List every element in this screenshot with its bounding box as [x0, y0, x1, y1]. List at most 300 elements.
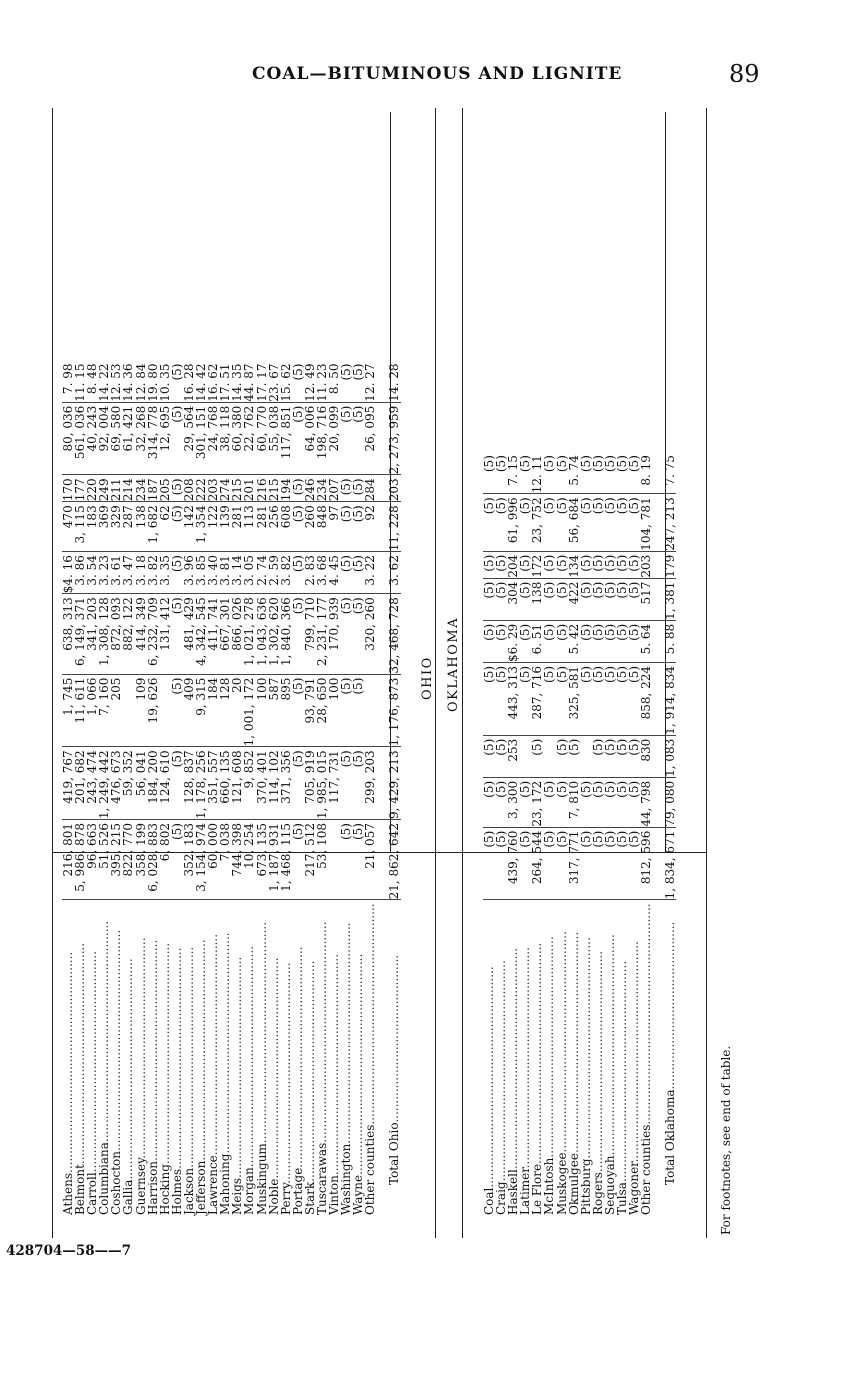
- table-cell: 6, 232, 709: [147, 594, 159, 674]
- table-cell: (5): [352, 475, 364, 502]
- table-cell: 23. 67: [268, 361, 280, 403]
- rule-left: [52, 108, 53, 1238]
- table-cell: 201: [243, 475, 255, 502]
- table-cell: (5): [592, 578, 604, 620]
- table-cell: 205: [110, 674, 122, 747]
- total-cell: 11, 228: [376, 502, 400, 552]
- table-cell: 5, 986, 878: [74, 820, 86, 900]
- table-cell: 3. 96: [183, 552, 195, 594]
- table-cell: 281: [256, 502, 268, 552]
- table-cell: 15. 62: [280, 361, 292, 403]
- table-cell: (5): [519, 662, 531, 735]
- table-cell: 9, 852: [243, 747, 255, 820]
- total-cell: 9, 429, 213: [376, 747, 400, 820]
- table-cell: 369: [98, 502, 110, 552]
- county-name: Other counties..........................................................: [639, 903, 654, 1215]
- running-header-title: COAL—BITUMINOUS AND LIGNITE: [252, 64, 623, 84]
- table-cell: 117, 851: [280, 402, 292, 475]
- table-cell: (5): [171, 594, 183, 674]
- county-name: Mahoning..........................................................: [218, 932, 233, 1215]
- table-cell: 32, 268: [135, 402, 147, 475]
- table-cell: 234: [316, 475, 328, 502]
- table-cell: (5): [519, 452, 531, 494]
- table-cell: 16. 62: [207, 361, 219, 403]
- table-cell: 1, 302, 620: [268, 594, 280, 674]
- table-cell: (5): [628, 777, 640, 827]
- table-cell: 370, 401: [256, 747, 268, 820]
- table-cell: 3. 82: [280, 552, 292, 594]
- table-cell: 19. 80: [147, 361, 159, 403]
- table-cell: (5): [628, 452, 640, 494]
- table-cell: 4, 342, 545: [195, 594, 207, 674]
- table-cell: 6, 802: [159, 820, 171, 900]
- table-cell: (5): [592, 452, 604, 494]
- table-cell: 11. 15: [74, 361, 86, 403]
- footnote-reference: For footnotes, see end of table.: [719, 1045, 733, 1235]
- table-cell: 866, 026: [231, 594, 243, 674]
- table-cell: 830: [640, 735, 652, 777]
- table-cell: (5): [543, 662, 555, 735]
- table-cell: (5): [628, 494, 640, 551]
- table-cell: 14. 42: [195, 361, 207, 403]
- rule-ohio-end: [435, 108, 436, 1238]
- table-cell: $4. 16: [62, 552, 74, 594]
- total-cell: 1, 834, 671: [652, 827, 676, 900]
- table-cell: 8. 50: [328, 361, 340, 403]
- table-cell: 172: [531, 551, 543, 578]
- table-cell: 660, 135: [219, 747, 231, 820]
- table-cell: (5): [556, 662, 568, 735]
- table-cell: 29, 564: [183, 402, 195, 475]
- ohio-table-block: [62, 361, 401, 1215]
- table-cell: (5): [483, 662, 495, 735]
- table-cell: 17. 17: [256, 361, 268, 403]
- table-cell: 109: [135, 674, 147, 747]
- table-cell: 3. 85: [195, 552, 207, 594]
- table-cell: 12. 84: [135, 361, 147, 403]
- table-cell: 21, 057: [364, 820, 376, 900]
- table-cell: (5): [171, 674, 183, 747]
- table-cell: (5): [340, 502, 352, 552]
- table-cell: 97: [328, 502, 340, 552]
- table-cell: (5): [580, 777, 592, 827]
- table-cell: (5): [592, 494, 604, 551]
- table-cell: (5): [580, 452, 592, 494]
- table-cell: 260: [304, 502, 316, 552]
- table-cell: 2. 74: [256, 552, 268, 594]
- table-cell: 113: [243, 502, 255, 552]
- table-cell: (5): [604, 777, 616, 827]
- table-cell: 16. 28: [183, 361, 195, 403]
- table-cell: 3. 86: [74, 552, 86, 594]
- table-cell: 216, 801: [62, 820, 74, 900]
- table-cell: 131, 412: [159, 594, 171, 674]
- table-cell: (5): [292, 475, 304, 502]
- table-cell: 38, 118: [219, 402, 231, 475]
- table-cell: 64, 006: [304, 402, 316, 475]
- table-cell: 216: [256, 475, 268, 502]
- table-cell: (5): [543, 777, 555, 827]
- total-cell: 179: [652, 551, 676, 578]
- table-cell: 1, 468, 115: [280, 820, 292, 900]
- table-cell: 187: [147, 475, 159, 502]
- table-cell: 222: [195, 475, 207, 502]
- table-cell: (5): [495, 662, 507, 735]
- table-cell: 12. 49: [304, 361, 316, 403]
- table-cell: (5): [495, 620, 507, 662]
- table-cell: 100: [328, 674, 340, 747]
- table-cell: (5): [352, 502, 364, 552]
- table-cell: 561, 036: [74, 402, 86, 475]
- total-cell: 79, 080: [652, 777, 676, 827]
- table-cell: 26, 095: [364, 402, 376, 475]
- table-cell: (5): [340, 402, 352, 475]
- county-name: Haskell..........................................................: [506, 947, 521, 1215]
- table-cell: 5. 64: [640, 620, 652, 662]
- table-cell: 1, 308, 128: [98, 594, 110, 674]
- table-cell: 7. 98: [62, 361, 74, 403]
- table-cell: 211: [110, 475, 122, 502]
- county-name: Muskingum..........................................................: [254, 921, 269, 1215]
- table-cell: (5): [628, 620, 640, 662]
- table-cell: 1, 249, 442: [98, 747, 110, 820]
- table-cell: (5): [543, 827, 555, 900]
- table-cell: 3. 18: [135, 552, 147, 594]
- table-cell: 93, 791: [304, 674, 316, 747]
- table-cell: 204: [507, 551, 519, 578]
- table-cell: 69, 580: [110, 402, 122, 475]
- table-cell: 3. 68: [316, 552, 328, 594]
- ohio-total-row: [376, 361, 400, 1215]
- table-cell: 217, 512: [304, 820, 316, 900]
- table-cell: 23, 752: [531, 494, 543, 551]
- table-cell: 822, 770: [122, 820, 134, 900]
- county-name: Muskogee..........................................................: [554, 931, 569, 1215]
- table-cell: 203: [207, 475, 219, 502]
- table-cell: 409: [183, 674, 195, 747]
- table-cell: 207: [328, 475, 340, 502]
- table-cell: (5): [580, 620, 592, 662]
- oklahoma-table: [483, 452, 676, 1215]
- table-cell: 1, 043, 636: [256, 594, 268, 674]
- table-cell: 2. 59: [268, 552, 280, 594]
- table-cell: 56, 041: [135, 747, 147, 820]
- table-cell: (5): [616, 777, 628, 827]
- table-cell: (5): [483, 827, 495, 900]
- table-cell: 299, 203: [364, 747, 376, 820]
- table-cell: 895: [280, 674, 292, 747]
- table-cell: (5): [519, 827, 531, 900]
- table-cell: 183: [86, 502, 98, 552]
- county-name: Morgan..........................................................: [242, 945, 257, 1215]
- table-cell: (5): [604, 452, 616, 494]
- total-cell: 1, 381: [652, 578, 676, 620]
- table-cell: (5): [495, 735, 507, 777]
- county-name: Craig..........................................................: [494, 960, 509, 1215]
- table-cell: (5): [604, 827, 616, 900]
- county-name: Columbiana..........................................................: [97, 920, 112, 1215]
- table-cell: 2. 83: [304, 552, 316, 594]
- table-cell: (5): [580, 578, 592, 620]
- table-cell: 11. 23: [316, 361, 328, 403]
- table-cell: 3. 40: [207, 552, 219, 594]
- table-cell: (5): [352, 594, 364, 674]
- table-cell: 124, 610: [159, 747, 171, 820]
- table-cell: 1, 682: [147, 502, 159, 552]
- table-cell: 3. 82: [147, 552, 159, 594]
- table-cell: (5): [483, 620, 495, 662]
- table-cell: (5): [171, 402, 183, 475]
- table-cell: 1, 187, 931: [268, 820, 280, 900]
- table-cell: (5): [483, 777, 495, 827]
- table-cell: 1, 840, 366: [280, 594, 292, 674]
- table-cell: (5): [292, 361, 304, 403]
- table-cell: 274: [219, 475, 231, 502]
- table-cell: 122: [207, 502, 219, 552]
- table-cell: (5): [340, 747, 352, 820]
- table-cell: 19, 626: [147, 674, 159, 747]
- rule-oklahoma-start: [462, 108, 463, 1238]
- table-row: [640, 452, 652, 1215]
- table-cell: (5): [292, 820, 304, 900]
- table-cell: 358, 199: [135, 820, 147, 900]
- table-cell: 22, 762: [243, 402, 255, 475]
- table-cell: 208: [183, 475, 195, 502]
- table-cell: 12. 27: [364, 361, 376, 403]
- table-cell: 352, 183: [183, 820, 195, 900]
- table-cell: 3. 14: [231, 552, 243, 594]
- table-cell: 673, 135: [256, 820, 268, 900]
- table-cell: 60, 770: [256, 402, 268, 475]
- table-cell: 80, 036: [62, 402, 74, 475]
- table-cell: (5): [171, 502, 183, 552]
- table-cell: (5): [352, 402, 364, 475]
- table-cell: 3. 81: [219, 552, 231, 594]
- table-cell: 59, 352: [122, 747, 134, 820]
- table-cell: 638, 313: [62, 594, 74, 674]
- county-name: Le Flore..........................................................: [530, 942, 545, 1215]
- table-cell: 12. 53: [110, 361, 122, 403]
- total-cell: 1, 914, 834: [652, 662, 676, 735]
- table-cell: (5): [592, 777, 604, 827]
- table-cell: (5): [495, 827, 507, 900]
- table-cell: 138: [135, 502, 147, 552]
- table-cell: 1, 354: [195, 502, 207, 552]
- county-name: Washington..........................................................: [339, 922, 354, 1215]
- table-cell: 215: [268, 475, 280, 502]
- table-cell: (5): [592, 827, 604, 900]
- table-cell: 470: [62, 502, 74, 552]
- table-cell: 2, 231, 177: [316, 594, 328, 674]
- table-cell: 341, 203: [86, 594, 98, 674]
- table-cell: 264, 544: [531, 827, 543, 900]
- total-cell: 203: [376, 475, 400, 502]
- table-cell: 419, 767: [62, 747, 74, 820]
- county-name: Okmulgee..........................................................: [566, 931, 581, 1215]
- table-cell: (5): [352, 361, 364, 403]
- table-cell: 20: [231, 674, 243, 747]
- table-cell: 44, 798: [640, 777, 652, 827]
- table-cell: 17. 51: [219, 361, 231, 403]
- total-cell: 5. 88: [652, 620, 676, 662]
- county-name: Lawrence..........................................................: [206, 933, 221, 1215]
- table-cell: (5): [495, 777, 507, 827]
- table-cell: 14. 36: [122, 361, 134, 403]
- table-cell: (5): [604, 494, 616, 551]
- table-cell: (5): [292, 747, 304, 820]
- table-cell: 5. 74: [568, 452, 580, 494]
- table-cell: (5): [604, 735, 616, 777]
- table-cell: 7, 038: [219, 820, 231, 900]
- county-name: Athens..........................................................: [61, 951, 75, 1215]
- table-cell: (5): [580, 551, 592, 578]
- table-cell: (5): [292, 402, 304, 475]
- table-cell: 121, 608: [231, 747, 243, 820]
- table-cell: (5): [604, 578, 616, 620]
- table-cell: 3. 23: [98, 552, 110, 594]
- county-name: Tuscarawas..........................................................: [314, 921, 329, 1215]
- table-cell: 194: [280, 475, 292, 502]
- table-cell: (5): [483, 551, 495, 578]
- table-cell: 14. 22: [98, 361, 110, 403]
- table-cell: $6. 29: [507, 620, 519, 662]
- table-cell: (5): [543, 551, 555, 578]
- table-cell: 3. 61: [110, 552, 122, 594]
- table-cell: 256: [268, 502, 280, 552]
- table-cell: (5): [340, 361, 352, 403]
- table-cell: (5): [556, 777, 568, 827]
- table-cell: 11, 611: [74, 674, 86, 747]
- county-name: Other counties..........................................................: [363, 903, 378, 1215]
- table-cell: (5): [592, 662, 604, 735]
- total-cell: 7. 75: [652, 452, 676, 494]
- table-cell: 705, 919: [304, 747, 316, 820]
- table-cell: 3. 22: [364, 552, 376, 594]
- table-cell: 201, 682: [74, 747, 86, 820]
- county-name: Vinton..........................................................: [327, 953, 342, 1215]
- table-cell: (5): [543, 494, 555, 551]
- table-cell: 3. 05: [243, 552, 255, 594]
- county-name: Wayne..........................................................: [351, 953, 366, 1215]
- table-cell: 184, 200: [147, 747, 159, 820]
- total-cell: 1, 083: [652, 735, 676, 777]
- table-cell: 62: [159, 502, 171, 552]
- table-row: [364, 361, 376, 1215]
- table-cell: 351, 557: [207, 747, 219, 820]
- table-cell: (5): [592, 735, 604, 777]
- table-cell: (5): [628, 827, 640, 900]
- table-cell: 177: [74, 475, 86, 502]
- table-cell: (5): [483, 578, 495, 620]
- table-cell: 128: [219, 674, 231, 747]
- table-cell: 858, 224: [640, 662, 652, 735]
- table-cell: 24, 768: [207, 402, 219, 475]
- table-cell: 7. 15: [507, 452, 519, 494]
- table-cell: 61, 996: [507, 494, 519, 551]
- total-cell: 247, 213: [652, 494, 676, 551]
- table-cell: (5): [519, 578, 531, 620]
- table-cell: 51, 526: [98, 820, 110, 900]
- table-cell: (5): [616, 494, 628, 551]
- table-cell: 1, 985, 015: [316, 747, 328, 820]
- table-cell: 5. 42: [568, 620, 580, 662]
- table-cell: (5): [616, 578, 628, 620]
- county-name: Wagoner..........................................................: [627, 941, 642, 1215]
- table-cell: (5): [628, 662, 640, 735]
- table-cell: 23, 172: [531, 777, 543, 827]
- table-cell: 317, 771: [568, 827, 580, 900]
- table-cell: 422: [568, 578, 580, 620]
- table-cell: 287, 716: [531, 662, 543, 735]
- table-cell: 3. 54: [86, 552, 98, 594]
- table-cell: 608: [280, 502, 292, 552]
- table-cell: (5): [171, 361, 183, 403]
- table-cell: 92, 004: [98, 402, 110, 475]
- table-cell: 1, 745: [62, 674, 74, 747]
- section-label-oklahoma: OKLAHOMA: [446, 616, 461, 712]
- table-cell: (5): [616, 735, 628, 777]
- table-cell: 20, 099: [328, 402, 340, 475]
- table-cell: 96, 663: [86, 820, 98, 900]
- county-name: Harrison..........................................................: [145, 939, 160, 1215]
- table-cell: (5): [556, 494, 568, 551]
- table-cell: (5): [519, 777, 531, 827]
- table-cell: 8. 48: [86, 361, 98, 403]
- table-cell: 284: [364, 475, 376, 502]
- table-cell: (5): [628, 578, 640, 620]
- table-cell: 3, 115: [74, 502, 86, 552]
- table-cell: (5): [604, 620, 616, 662]
- table-cell: (5): [616, 827, 628, 900]
- table-cell: 325, 581: [568, 662, 580, 735]
- total-cell: 2, 273, 959: [376, 402, 400, 475]
- table-cell: (5): [292, 674, 304, 747]
- table-cell: (5): [171, 820, 183, 900]
- county-name: Pittsburg..........................................................: [578, 937, 593, 1215]
- table-cell: 6, 028, 883: [147, 820, 159, 900]
- county-name: Rogers..........................................................: [590, 950, 605, 1215]
- table-cell: (5): [604, 551, 616, 578]
- table-cell: 287: [122, 502, 134, 552]
- county-name: Portage..........................................................: [290, 946, 305, 1215]
- county-name: Sequoyah..........................................................: [602, 934, 617, 1215]
- county-name: Latimer..........................................................: [518, 947, 533, 1215]
- table-cell: 170, 939: [328, 594, 340, 674]
- table-cell: 28, 650: [316, 674, 328, 747]
- table-cell: (5): [292, 502, 304, 552]
- table-cell: 281: [231, 502, 243, 552]
- table-cell: 320, 260: [364, 594, 376, 674]
- table-cell: (5): [483, 494, 495, 551]
- county-name: Tulsa..........................................................: [615, 960, 630, 1215]
- table-cell: 6, 149, 371: [74, 594, 86, 674]
- table-cell: (5): [495, 551, 507, 578]
- table-cell: 587: [268, 674, 280, 747]
- table-cell: (5): [340, 594, 352, 674]
- table-cell: (5): [340, 475, 352, 502]
- table-cell: (5): [292, 552, 304, 594]
- table-cell: 10. 35: [159, 361, 171, 403]
- page-number: 89: [729, 60, 760, 88]
- total-cell: 21, 862, 642: [376, 820, 400, 900]
- table-cell: 104, 781: [640, 494, 652, 551]
- table-cell: 138: [531, 578, 543, 620]
- table-cell: 142: [183, 502, 195, 552]
- table-cell: 205: [159, 475, 171, 502]
- table-cell: 249: [98, 475, 110, 502]
- table-cell: 395, 215: [110, 820, 122, 900]
- table-cell: (5): [340, 820, 352, 900]
